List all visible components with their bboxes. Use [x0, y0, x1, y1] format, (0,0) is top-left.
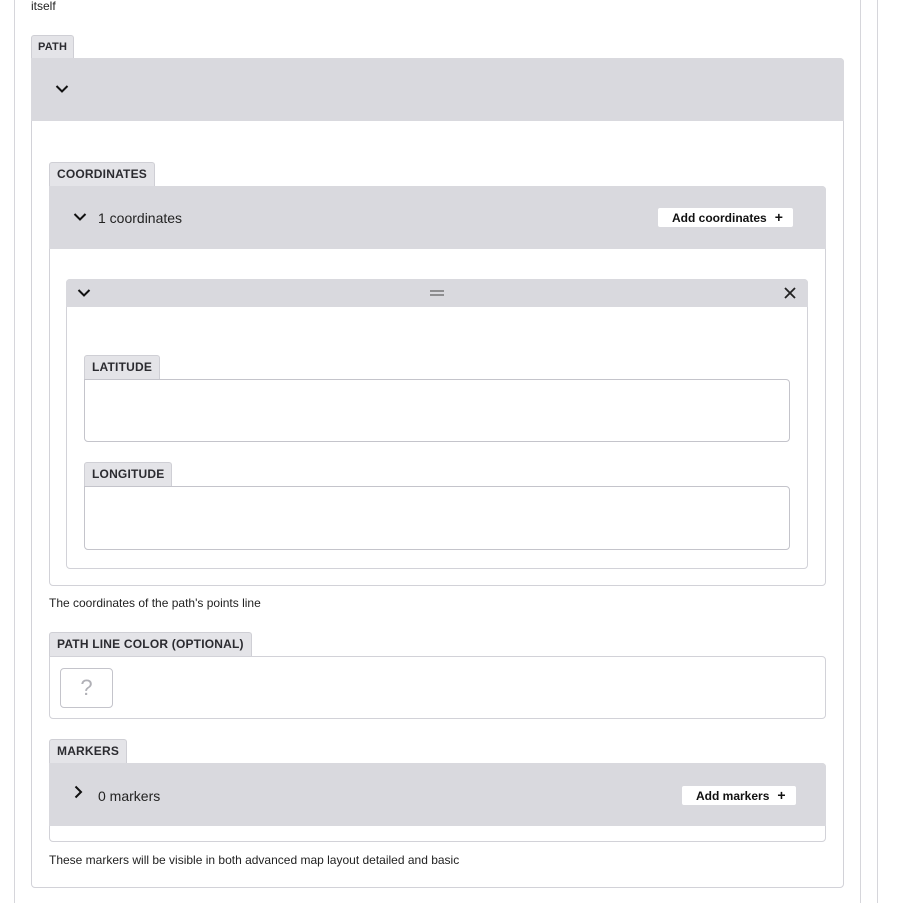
add-coordinates-button[interactable]: [658, 208, 793, 227]
markers-expand-chevron-right-icon[interactable]: [70, 784, 86, 800]
previous-field-helper-text: itself: [31, 0, 56, 13]
color-swatch[interactable]: ?: [60, 668, 113, 708]
drag-handle-icon[interactable]: [430, 284, 444, 292]
path-line-color-field: [49, 656, 826, 719]
coordinate-item-chevron-down-icon[interactable]: [76, 285, 92, 301]
coordinates-label: COORDINATES: [49, 162, 155, 186]
coordinates-count: 1 coordinates: [98, 210, 183, 226]
plus-icon: +: [777, 787, 786, 803]
markers-helper-text: These markers will be visible in both advanced map layout detailed and basic: [49, 853, 460, 867]
path-collapse-chevron-down-icon[interactable]: [54, 81, 70, 97]
latitude-label: LATITUDE: [84, 355, 160, 379]
add-markers-button[interactable]: [682, 786, 796, 805]
markers-label: MARKERS: [49, 739, 127, 763]
right-divider: [877, 0, 878, 903]
coordinates-helper-text: The coordinates of the path's points line: [49, 596, 261, 610]
remove-coordinate-close-icon[interactable]: [783, 286, 797, 300]
latitude-input[interactable]: [84, 379, 790, 442]
markers-count: 0 markers: [98, 788, 161, 804]
add-coordinates-label: Add coordinates: [672, 211, 767, 225]
path-header-bar[interactable]: [31, 58, 844, 121]
longitude-input[interactable]: [84, 486, 790, 550]
longitude-label: LONGITUDE: [84, 462, 172, 486]
plus-icon: +: [774, 209, 783, 225]
path-label: PATH: [31, 35, 74, 60]
add-markers-label: Add markers: [696, 789, 770, 803]
coordinates-collapse-chevron-down-icon[interactable]: [72, 209, 88, 225]
path-line-color-label: PATH LINE COLOR (OPTIONAL): [49, 632, 252, 656]
